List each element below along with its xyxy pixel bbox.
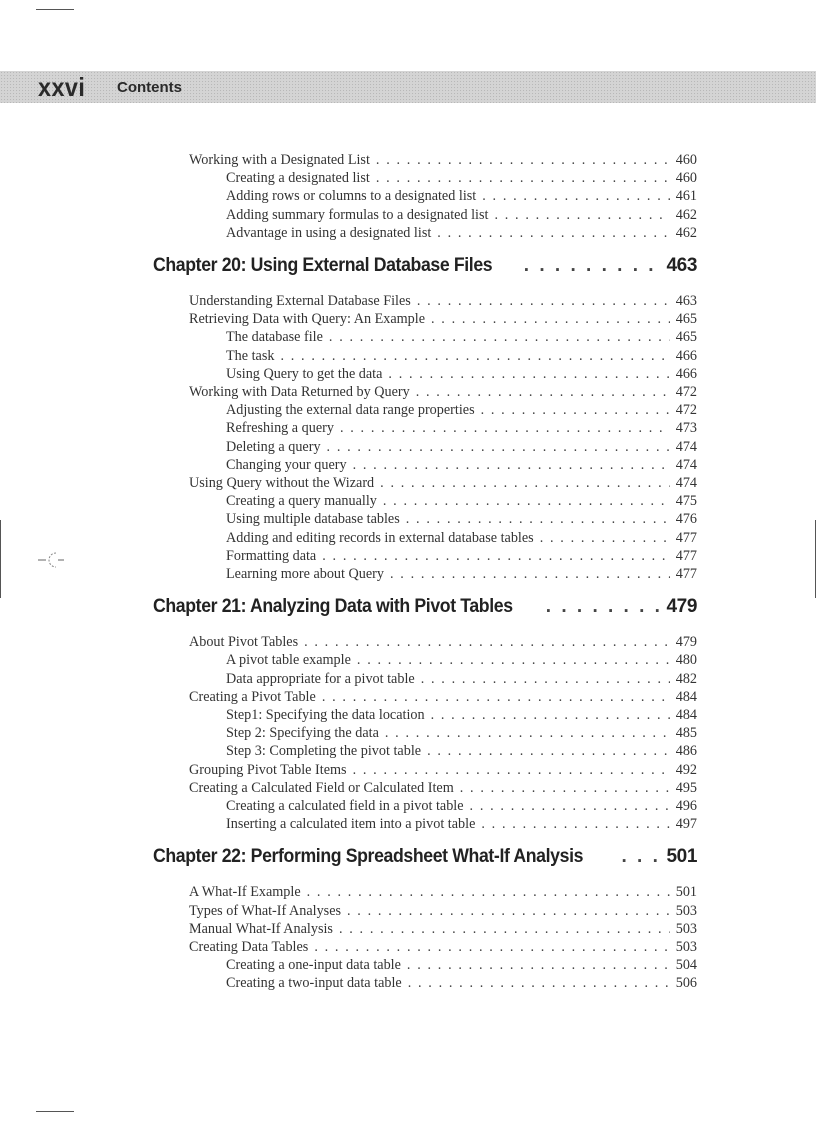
toc-leader-dots — [347, 903, 670, 920]
toc-subsection-entry — [226, 348, 697, 365]
toc-section-entry — [189, 634, 697, 651]
toc-leader-dots — [385, 725, 670, 742]
toc-subsection-entry — [226, 957, 697, 974]
toc-leader-dots — [376, 152, 670, 169]
toc-leader-dots — [621, 846, 660, 868]
toc-leader-dots — [339, 921, 670, 938]
toc-subsection-entry — [226, 548, 697, 565]
toc-leader-dots — [329, 329, 670, 346]
toc-entry-title: Adjusting the external data range properties — [226, 402, 475, 419]
toc-page-number: 503 — [675, 939, 697, 955]
toc-page-number: 501 — [675, 884, 697, 901]
toc-entry-title: Chapter 20: Using External Database Files — [153, 255, 493, 276]
toc-leader-dots — [540, 530, 670, 547]
toc-entry-title: Formatting data — [226, 547, 317, 564]
toc-page-number: 479 — [675, 634, 697, 651]
toc-page-number: 473 — [675, 420, 697, 437]
toc-page-number: 479 — [666, 596, 697, 618]
toc-leader-dots — [524, 255, 661, 277]
toc-subsection-entry — [226, 420, 697, 437]
toc-leader-dots — [388, 366, 669, 383]
toc-page-number: 462 — [675, 224, 697, 241]
toc-entry-title: Creating a designated list — [226, 170, 370, 187]
toc-page-number: 485 — [675, 725, 697, 742]
toc-section-entry — [189, 780, 697, 797]
toc-page-number: 484 — [675, 688, 697, 705]
toc-entry-title: Understanding External Database Files — [189, 293, 411, 309]
toc-leader-dots — [481, 816, 669, 833]
toc-page-number: 496 — [675, 798, 697, 814]
toc-leader-dots — [408, 975, 670, 992]
toc-page-number: 480 — [675, 652, 697, 669]
toc-entry-title: Creating a one-input data table — [226, 957, 401, 974]
toc-page-number: 501 — [666, 846, 697, 868]
toc-leader-dots — [357, 652, 670, 669]
toc-entry-title: Creating a Pivot Table — [189, 688, 316, 705]
toc-page-number: 460 — [675, 170, 697, 187]
toc-subsection-entry — [226, 743, 697, 760]
toc-leader-dots — [494, 207, 669, 224]
toc-page-number: 474 — [675, 475, 697, 491]
toc-entry-title: Advantage in using a designated list — [226, 224, 432, 241]
toc-leader-dots — [353, 762, 670, 779]
toc-entry-title: Using Query without the Wizard — [189, 475, 375, 491]
toc-entry-title: Manual What-If Analysis — [189, 920, 333, 937]
toc-page-number: 476 — [675, 511, 697, 528]
toc-page-number: 475 — [675, 493, 697, 510]
toc-chapter-heading — [153, 596, 697, 618]
toc-entry-title: Adding and editing records in external database tables — [226, 529, 534, 546]
toc-entry-title: Chapter 21: Analyzing Data with Pivot Tables — [153, 596, 513, 618]
toc-leader-dots — [380, 475, 670, 492]
toc-leader-dots — [376, 170, 670, 187]
toc-leader-dots — [437, 225, 669, 242]
toc-section-entry — [189, 921, 697, 938]
toc-leader-dots — [353, 457, 670, 474]
toc-section-entry — [189, 903, 697, 920]
toc-page-number: 504 — [675, 957, 697, 974]
toc-section-entry — [189, 293, 697, 310]
toc-leader-dots — [314, 939, 669, 956]
toc-leader-dots — [482, 188, 669, 205]
page-number: xxvi — [38, 72, 86, 102]
toc-leader-dots — [421, 671, 670, 688]
toc-page-number: 477 — [675, 547, 697, 564]
toc-entry-title: Using Query to get the data — [226, 365, 383, 382]
toc-subsection-entry — [226, 493, 697, 510]
toc-section-entry — [189, 762, 697, 779]
toc-section-entry — [189, 689, 697, 706]
toc-subsection-entry — [226, 439, 697, 456]
toc-entry-title: Creating a calculated field in a pivot table — [226, 798, 464, 814]
toc-page-number: 495 — [675, 779, 697, 796]
toc-entry-title: Deleting a query — [226, 438, 321, 455]
toc-section-entry — [189, 939, 697, 956]
toc-page-number: 463 — [666, 255, 697, 276]
toc-entry-title: Learning more about Query — [226, 566, 384, 582]
toc-page-number: 474 — [675, 456, 697, 473]
toc-leader-dots — [340, 420, 670, 437]
toc-entry-title: Adding summary formulas to a designated list — [226, 206, 489, 223]
toc-leader-dots — [417, 293, 670, 310]
toc-leader-dots — [416, 384, 670, 401]
toc-leader-dots — [470, 798, 670, 815]
toc-subsection-entry — [226, 671, 697, 688]
toc-page-number: 482 — [675, 670, 697, 687]
toc-leader-dots — [390, 566, 670, 583]
toc-entry-title: Step 2: Specifying the data — [226, 725, 379, 742]
toc-page-number: 477 — [675, 529, 697, 546]
toc-subsection-entry — [226, 566, 697, 583]
toc-leader-dots — [383, 493, 670, 510]
toc-page-number: 466 — [675, 365, 697, 382]
toc-entry-title: Data appropriate for a pivot table — [226, 670, 415, 687]
toc-page-number: 465 — [675, 311, 697, 328]
toc-leader-dots — [427, 743, 670, 760]
toc-subsection-entry — [226, 725, 697, 742]
crop-mark-bottom — [36, 1111, 74, 1112]
toc-subsection-entry — [226, 530, 697, 547]
toc-page-number: 461 — [675, 188, 697, 205]
running-head: Contents — [117, 79, 182, 96]
toc-leader-dots — [431, 311, 670, 328]
toc-subsection-entry — [226, 798, 697, 815]
toc-entry-title: Using multiple database tables — [226, 511, 400, 528]
toc-entry-title: Creating Data Tables — [189, 939, 309, 955]
toc-entry-title: Working with a Designated List — [189, 152, 370, 168]
toc-page-number: 486 — [675, 743, 697, 760]
toc-entry-title: Retrieving Data with Query: An Example — [189, 311, 426, 328]
toc-chapter-heading — [153, 255, 697, 277]
toc-leader-dots — [546, 596, 661, 618]
toc-page-number: 497 — [675, 816, 697, 833]
toc-page-number: 477 — [675, 566, 697, 582]
toc-leader-dots — [307, 884, 670, 901]
toc-page-number: 472 — [675, 384, 697, 400]
toc-section-entry — [189, 475, 697, 492]
toc-subsection-entry — [226, 511, 697, 528]
toc-page-number: 472 — [675, 402, 697, 419]
margin-rule-left — [0, 520, 1, 598]
toc-subsection-entry — [226, 975, 697, 992]
toc-section-entry — [189, 384, 697, 401]
toc-subsection-entry — [226, 707, 697, 724]
toc-page-number: 466 — [675, 347, 697, 364]
toc-page-number: 460 — [675, 152, 697, 168]
toc-leader-dots — [280, 348, 669, 365]
toc-entry-title: Types of What-If Analyses — [189, 902, 342, 919]
toc-page-number: 465 — [675, 329, 697, 346]
toc-section-entry — [189, 311, 697, 328]
toc-entry-title: Step 3: Completing the pivot table — [226, 743, 422, 760]
toc-leader-dots — [431, 707, 670, 724]
toc-entry-title: A pivot table example — [226, 652, 351, 669]
toc-leader-dots — [322, 548, 669, 565]
toc-entry-title: Grouping Pivot Table Items — [189, 761, 347, 778]
toc-leader-dots — [327, 439, 670, 456]
toc-entry-title: Step1: Specifying the data location — [226, 707, 425, 723]
toc-subsection-entry — [226, 816, 697, 833]
toc-section-entry — [189, 152, 697, 169]
toc-entry-title: Adding rows or columns to a designated list — [226, 188, 477, 205]
toc-page-number: 463 — [675, 293, 697, 309]
toc-page-number: 462 — [675, 206, 697, 223]
toc-page-number: 506 — [675, 975, 697, 992]
toc-page-number: 503 — [675, 902, 697, 919]
toc-entry-title: Chapter 22: Performing Spreadsheet What-If Analysis — [153, 846, 584, 868]
toc-chapter-heading — [153, 846, 697, 868]
toc-entry-title: Creating a query manually — [226, 493, 377, 510]
toc-page-number: 492 — [675, 761, 697, 778]
crop-mark-top — [36, 9, 74, 10]
toc-subsection-entry — [226, 170, 697, 187]
toc-entry-title: Inserting a calculated item into a pivot table — [226, 816, 476, 833]
toc-leader-dots — [406, 511, 670, 528]
toc-subsection-entry — [226, 329, 697, 346]
toc-page-number: 484 — [675, 707, 697, 723]
toc-subsection-entry — [226, 457, 697, 474]
toc-entry-title: Creating a Calculated Field or Calculated Item — [189, 779, 454, 796]
toc-entry-title: Refreshing a query — [226, 420, 334, 437]
toc-entry-title: The task — [226, 347, 275, 364]
toc-subsection-entry — [226, 366, 697, 383]
toc-leader-dots — [407, 957, 670, 974]
toc-leader-dots — [322, 689, 670, 706]
toc-subsection-entry — [226, 652, 697, 669]
toc-subsection-entry — [226, 402, 697, 419]
toc-subsection-entry — [226, 225, 697, 242]
toc-section-entry — [189, 884, 697, 901]
toc-page-number: 474 — [675, 438, 697, 455]
toc-entry-title: About Pivot Tables — [189, 634, 299, 651]
toc-entry-title: Changing your query — [226, 456, 347, 473]
toc-leader-dots — [304, 634, 670, 651]
toc-entry-title: Creating a two-input data table — [226, 975, 402, 992]
toc-leader-dots — [481, 402, 670, 419]
toc-leader-dots — [460, 780, 670, 797]
toc-subsection-entry — [226, 188, 697, 205]
toc-page-number: 503 — [675, 920, 697, 937]
toc-entry-title: Working with Data Returned by Query — [189, 384, 410, 400]
toc-entry-title: A What-If Example — [189, 884, 301, 901]
toc-entry-title: The database file — [226, 329, 323, 346]
registration-mark-icon — [30, 548, 66, 570]
toc-subsection-entry — [226, 207, 697, 224]
